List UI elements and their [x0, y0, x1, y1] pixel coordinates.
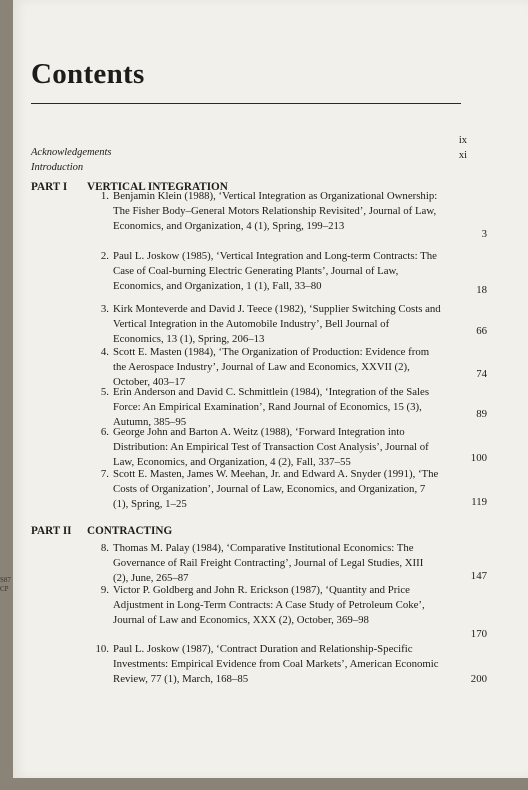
entry-text: Scott E. Masten, James W. Meehan, Jr. and Edward A. Snyder (1991), ‘The Costs of Organization’, Journal of Law, Economics, and Organization, 7 (1), Spring, 1–25 — [113, 468, 439, 511]
entry-page: 100 — [470, 452, 487, 464]
entry-text: Paul L. Joskow (1985), ‘Vertical Integration and Long-term Contracts: The Case of Coal-burning Electric Generating Plants’, Journal of Law, Economics, and Organization, 1 (1), Fall, 33–80 — [113, 250, 437, 293]
toc-entry — [91, 467, 487, 512]
entry-text: Benjamin Klein (1988), ‘Vertical Integration as Organizational Ownership: The Fisher Body–General Motors Relationship Revisited’, Journal of Law, Economics, and Organization, 4 (1), Spring, 199–213 — [113, 190, 438, 233]
part-title: VERTICAL INTEGRATION — [87, 181, 228, 193]
entry-page: 170 — [470, 628, 487, 640]
part-title: CONTRACTING — [87, 525, 173, 537]
entry-page: 119 — [471, 496, 487, 508]
front-matter-page: ix — [458, 135, 467, 146]
part-heading — [31, 525, 172, 537]
entry-page: 74 — [476, 368, 487, 380]
title-rule — [31, 103, 461, 104]
toc-entry — [91, 249, 487, 296]
toc-entry — [91, 541, 487, 586]
toc-entry — [91, 583, 487, 640]
margin-mark: S87 — [0, 576, 11, 584]
toc-entry — [91, 425, 487, 470]
entry-text: Kirk Monteverde and David J. Teece (1982), ‘Supplier Switching Costs and Vertical Integration in the Automobile Industry’, Bell Journal of Economics, 13 (1), Spring, 206–13 — [113, 303, 441, 346]
front-matter-page: xi — [458, 150, 467, 161]
toc-entry — [91, 345, 487, 390]
entry-text: Paul L. Joskow (1987), ‘Contract Duration and Relationship-Specific Investments: Empirical Evidence from Coal Markets’, American Economic Review, 77 (1), March, 168–85 — [113, 643, 439, 686]
part-number: PART I — [31, 181, 68, 193]
toc-entry — [91, 642, 487, 687]
entry-text: George John and Barton A. Weitz (1988), ‘Forward Integration into Distribution: An Empirical Test of Transaction Cost Analysis’, Journal of Law, Economics, and Organization, 4 (2), Fall, 337–55 — [113, 426, 429, 469]
entry-number: 9. — [100, 584, 109, 596]
entry-page: 89 — [476, 408, 487, 420]
entry-page: 66 — [476, 325, 487, 337]
entry-text: Erin Anderson and David C. Schmittlein (1984), ‘Integration of the Sales Force: An Empirical Examination’, Rand Journal of Economics, 15 (3), Autumn, 385–95 — [113, 386, 430, 429]
part-number: PART II — [31, 525, 72, 537]
entry-text: Thomas M. Palay (1984), ‘Comparative Institutional Economics: The Governance of Rail Freight Contracting’, Journal of Legal Studies, XIII (2), June, 265–87 — [113, 542, 424, 585]
toc-entry — [91, 302, 487, 347]
entry-number: 5. — [100, 386, 109, 398]
toc-entry — [91, 385, 487, 430]
entry-page: 3 — [481, 228, 487, 240]
margin-mark: CP — [0, 585, 9, 593]
entry-page: 147 — [470, 570, 487, 582]
margin-marks — [0, 576, 12, 594]
entry-number: 3. — [100, 303, 109, 315]
book-page — [13, 0, 528, 778]
entry-page: 200 — [470, 673, 487, 685]
entry-page: 18 — [476, 284, 487, 296]
front-matter-label: Acknowledgements — [31, 147, 112, 158]
entry-number: 1. — [100, 190, 109, 202]
entry-number: 10. — [95, 643, 109, 655]
entry-number: 7. — [100, 468, 109, 480]
front-matter-label: Introduction — [31, 162, 84, 173]
entry-text: Scott E. Masten (1984), ‘The Organization of Production: Evidence from the Aerospace Industry’, Journal of Law and Economics, XXVII (2), October, 403–17 — [113, 346, 430, 389]
entry-number: 2. — [100, 250, 109, 262]
toc-entry — [91, 189, 487, 240]
entry-number: 4. — [100, 346, 109, 358]
page-title: Contents — [31, 58, 145, 90]
entry-text: Victor P. Goldberg and John R. Erickson (1987), ‘Quantity and Price Adjustment in Long-Term Contracts: A Case Study of Petroleum Coke’, Journal of Law and Economics, XXX (2), October, 369–98 — [113, 584, 425, 627]
entry-number: 8. — [100, 542, 109, 554]
entry-number: 6. — [100, 426, 109, 438]
